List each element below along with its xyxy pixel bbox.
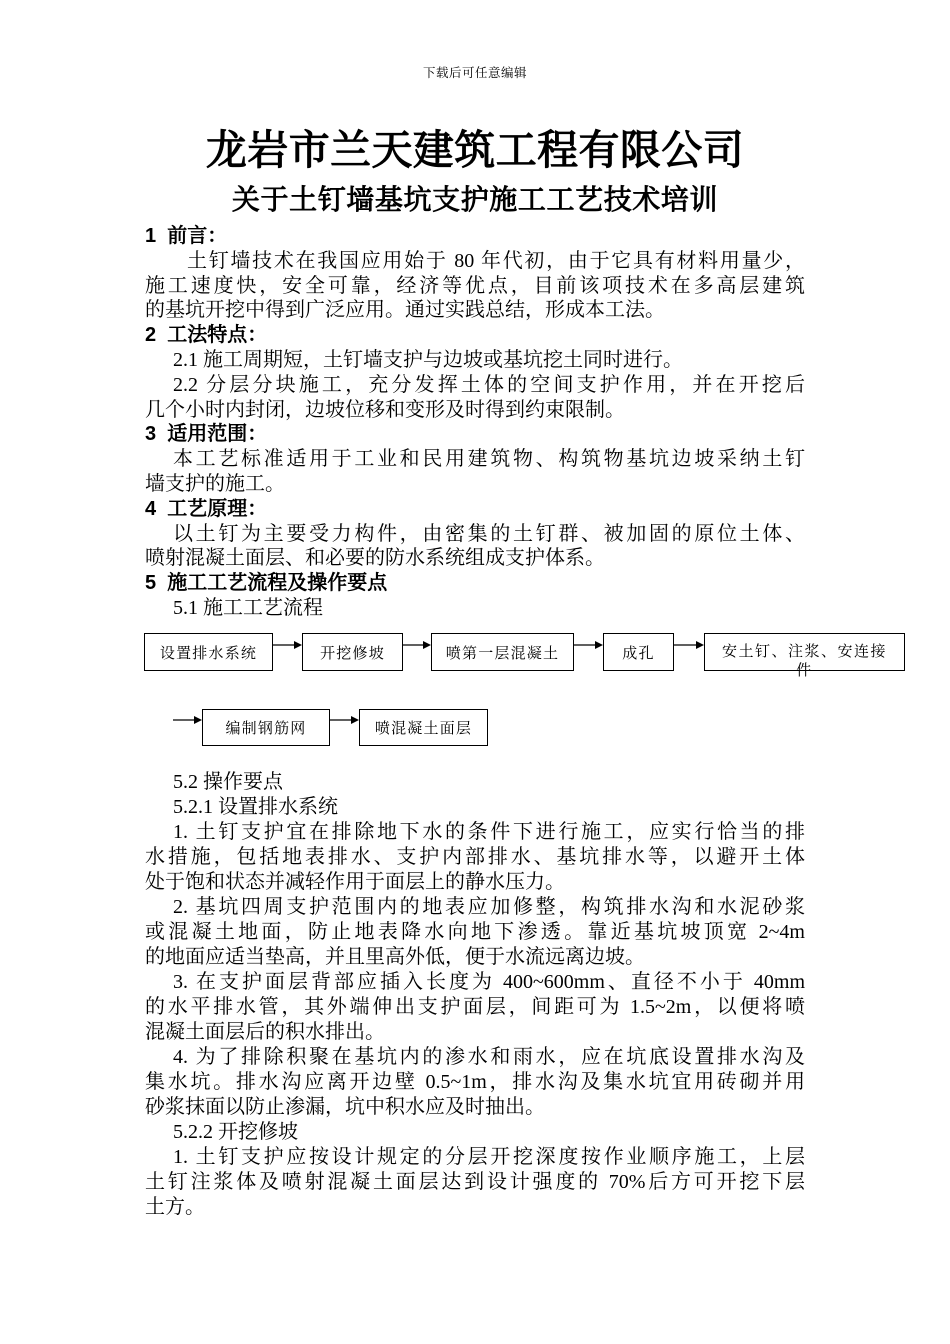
scope-paragraph-line: 本工艺标准适用于工业和民用建筑物、构筑物基坑边坡采纳土钉: [173, 448, 805, 471]
feature-paragraph-line: 2.2 分层分块施工，充分发挥土体的空间支护作用，并在开挖后: [173, 373, 805, 396]
flow-step-label: 喷第一层混凝土: [445, 645, 560, 662]
section-2-heading: 2 工法特点：: [145, 324, 268, 347]
body-section-5-2: [145, 770, 805, 1220]
drainage-item-line: 2. 基坑四周支护范围内的地表应加修整，构筑排水沟和水泥砂浆: [173, 896, 805, 918]
flow-step-shotcrete-face: [359, 709, 488, 746]
drainage-item-line: 3. 在支护面层背部应插入长度为 400~600mm、直径不小于 40mm: [173, 971, 805, 993]
flow-step-drainage: [144, 633, 273, 671]
flow-step-rebar-mesh: [202, 709, 330, 746]
company-title: 龙岩市兰天建筑工程有限公司: [205, 127, 745, 173]
subsection-5-2-2-heading: 5.2.2 开挖修坡: [173, 1121, 298, 1143]
flow-arrow-icon: [330, 715, 359, 725]
drainage-item-line: 的水平排水管，其外端伸出支护面层，间距可为 1.5~2m，以便将喷: [145, 996, 805, 1018]
drainage-item-line: 1. 土钉支护宜在排除地下水的条件下进行施工，应实行恰当的排: [173, 821, 805, 843]
feature-paragraph-line: 几个小时内封闭，边坡位移和变形及时得到约束限制。: [145, 398, 625, 421]
flow-arrow-icon: [403, 640, 431, 650]
header-note: 下载后可任意编辑: [422, 66, 527, 80]
flow-step-install-nails: [704, 633, 905, 679]
flow-step-excavation: [302, 633, 403, 671]
flow-step-label: 开挖修坡: [320, 645, 385, 662]
flow-arrow-icon: [574, 640, 603, 650]
intro-paragraph-line: 土钉墙技术在我国应用始于 80 年代初，由于它具有材料用量少，: [187, 249, 805, 272]
flow-arrow-icon: [273, 640, 302, 650]
document-title: 关于土钉墙基坑支护施工工艺技术培训: [231, 184, 719, 215]
section-4-heading: 4 工艺原理：: [145, 497, 268, 520]
drainage-item-line: 集水坑。排水沟应离开边壁 0.5~1m，排水沟及集水坑宜用砖砌并用: [145, 1071, 805, 1093]
flow-step-label: 喷混凝土面层: [374, 721, 473, 737]
drainage-item-line: 4. 为了排除积聚在基坑内的渗水和雨水，应在坑底设置排水沟及: [173, 1046, 805, 1068]
excavation-item-line: 土钉注浆体及喷射混凝土面层达到设计强度的 70%后方可开挖下层: [145, 1171, 805, 1193]
drainage-item-line: 的地面应适当垫高，并且里高外低，便于水流远离边坡。: [145, 946, 645, 968]
flow-step-label: 安土钉、注浆、安连接件: [721, 644, 887, 679]
flow-arrow-icon: [674, 640, 704, 650]
principle-paragraph-line: 喷射混凝土面层、和必要的防水系统组成支护体系。: [145, 547, 605, 570]
drainage-item-line: 砂浆抹面以防止渗漏，坑中积水应及时抽出。: [145, 1096, 545, 1118]
drainage-item-line: 或混凝土地面，防止地表降水向地下渗透。靠近基坑坡顶宽 2~4m: [145, 921, 805, 943]
drainage-item-line: 处于饱和状态并减轻作用于面层上的静水压力。: [145, 871, 565, 893]
feature-paragraph-line: 2.1 施工周期短，土钉墙支护与边坡或基坑挖土同时进行。: [173, 348, 683, 371]
flow-step-label: 成孔: [622, 645, 655, 662]
intro-paragraph-line: 的基坑开挖中得到广泛应用。通过实践总结，形成本工法。: [145, 299, 665, 322]
section-3-heading: 3 适用范围：: [145, 423, 268, 446]
excavation-item-line: 土方。: [145, 1196, 205, 1218]
flow-arrow-icon: [173, 715, 202, 725]
section-1-heading: 1 前言：: [145, 225, 228, 247]
body-sections-1-to-5: [145, 224, 805, 621]
subsection-5-1-heading: 5.1 施工工艺流程: [173, 596, 323, 619]
flow-step-first-shotcrete: [431, 633, 574, 671]
drainage-item-line: 混凝土面层后的积水排出。: [145, 1021, 385, 1043]
excavation-item-line: 1. 土钉支护应按设计规定的分层开挖深度按作业顺序施工，上层: [173, 1146, 805, 1168]
subsection-5-2-heading: 5.2 操作要点: [173, 771, 283, 793]
flow-step-label: 编制钢筋网: [225, 721, 307, 737]
principle-paragraph-line: 以土钉为主要受力构件，由密集的土钉群、被加固的原位土体、: [173, 522, 805, 545]
flow-step-drilling: [603, 633, 674, 671]
intro-paragraph-line: 施工速度快，安全可靠，经济等优点，目前该项技术在多高层建筑: [145, 274, 805, 297]
flow-step-label: 设置排水系统: [159, 645, 258, 662]
scope-paragraph-line: 墙支护的施工。: [145, 472, 285, 495]
section-5-heading: 5 施工工艺流程及操作要点: [145, 572, 388, 595]
subsection-5-2-1-heading: 5.2.1 设置排水系统: [173, 796, 338, 818]
drainage-item-line: 水措施，包括地表排水、支护内部排水、基坑排水等，以避开土体: [145, 846, 805, 868]
